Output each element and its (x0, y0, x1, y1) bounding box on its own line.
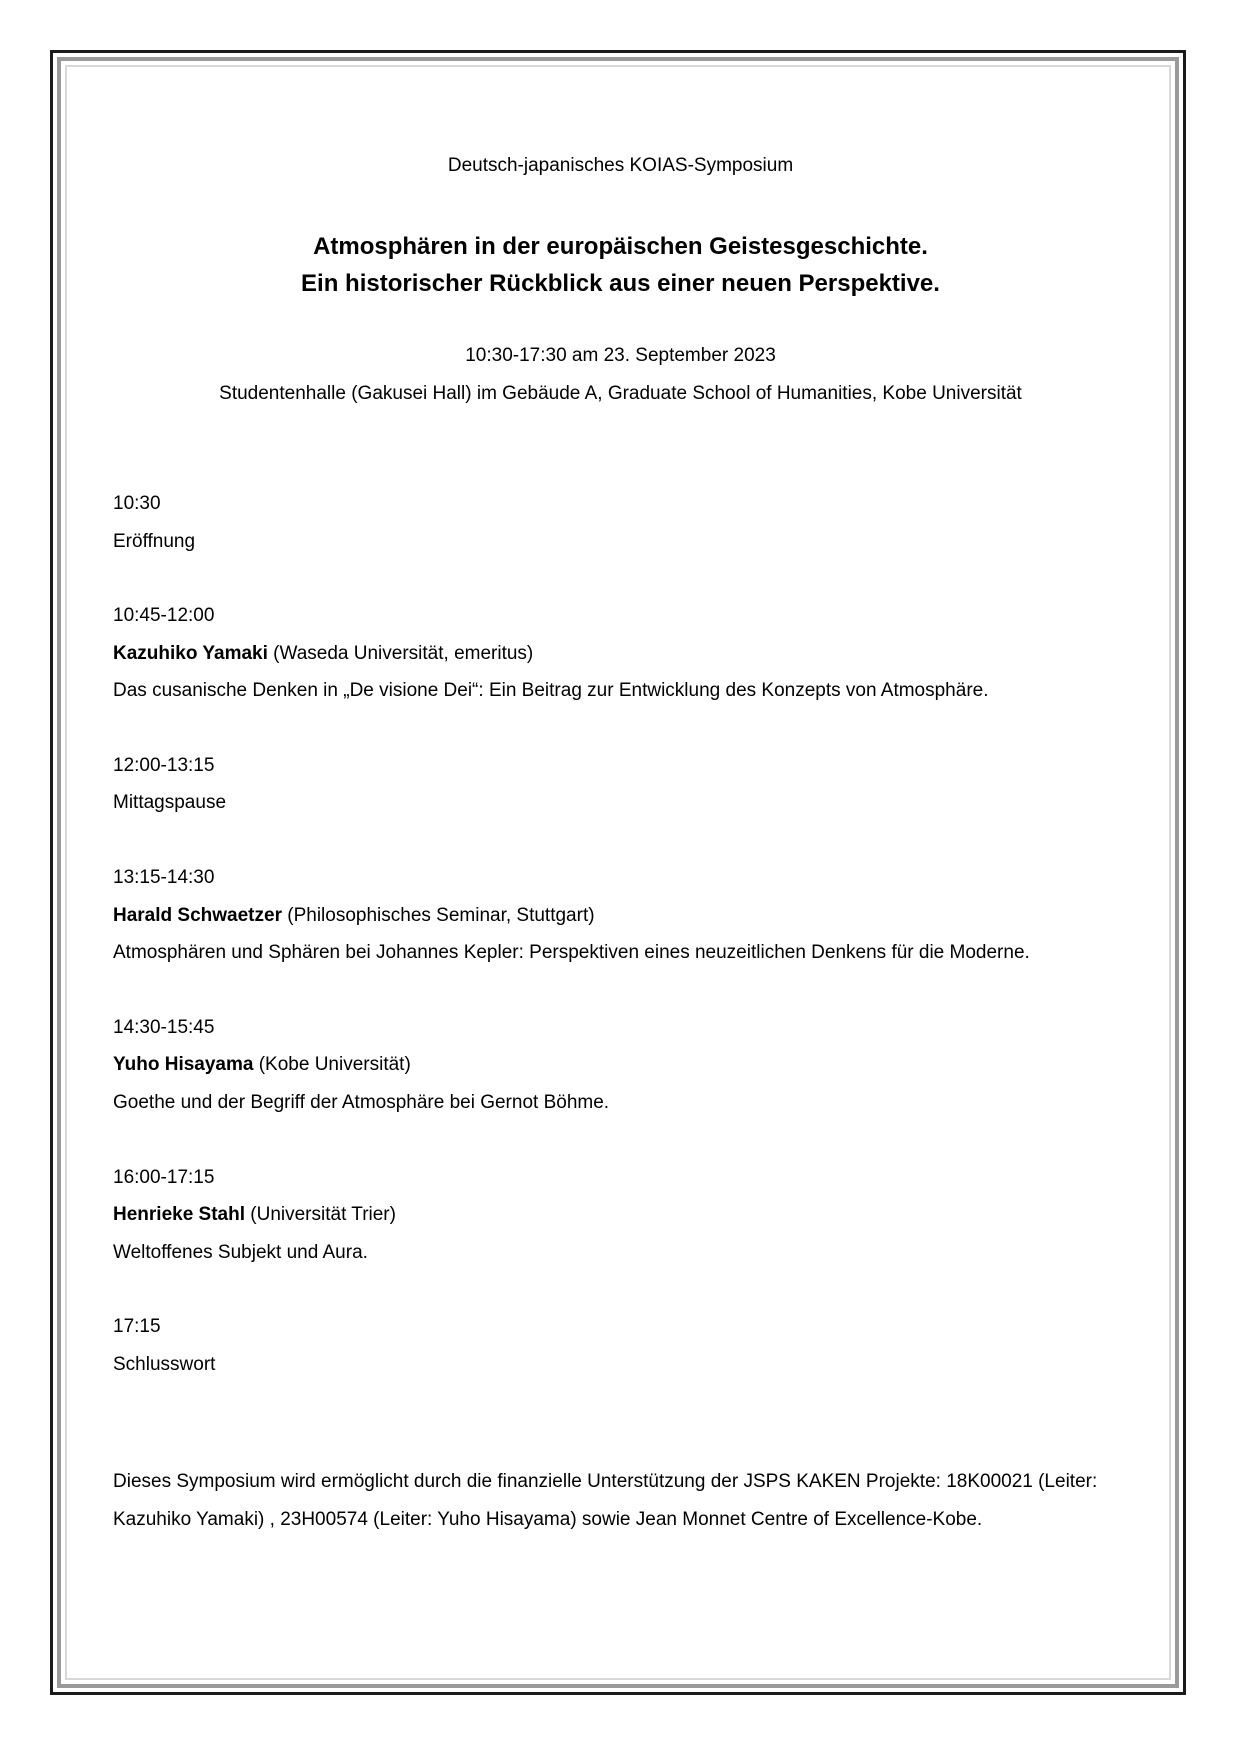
speaker-affiliation: (Universität Trier) (245, 1204, 396, 1225)
program-speaker-line-3 (113, 1054, 411, 1076)
speaker-name: Kazuhiko Yamaki (113, 643, 268, 664)
event-title (0, 228, 1241, 302)
event-subtitle: Deutsch-japanisches KOIAS-Symposium (447, 155, 794, 176)
program-time-talk-3: 14:30-15:45 (113, 1017, 215, 1038)
program-time-closing: 17:15 (113, 1316, 161, 1337)
program-time-opening: 10:30 (113, 493, 161, 514)
program-talk-title-3: Goethe und der Begriff der Atmosphäre bei Gernot Böhme. (113, 1092, 610, 1113)
speaker-affiliation: (Waseda Universität, emeritus) (267, 643, 534, 664)
program-time-talk-4: 16:00-17:15 (113, 1167, 215, 1188)
funding-note: Dieses Symposium wird ermöglicht durch die finanzielle Unterstützung der JSPS KAKEN Projekte: 18K00021 (Leiter: Kazuhiko Yamaki) , 23H00574 (Leiter: Yuho Hisayama) sowie Jean Monnet Centre of Excellence-Kobe. (113, 1471, 1098, 1530)
speaker-affiliation: (Kobe Universität) (253, 1054, 411, 1075)
program-talk-title-2: Atmosphären und Sphären bei Johannes Kepler: Perspektiven eines neuzeitlichen Denkens für die Moderne. (113, 942, 1030, 963)
speaker-name: Harald Schwaetzer (113, 905, 282, 926)
program-speaker-line-1 (113, 643, 533, 665)
event-venue: Studentenhalle (Gakusei Hall) im Gebäude A, Graduate School of Humanities, Kobe Universität (219, 383, 1022, 404)
program-time-talk-2: 13:15-14:30 (113, 867, 215, 888)
speaker-name: Henrieke Stahl (113, 1204, 245, 1225)
speaker-affiliation: (Philosophisches Seminar, Stuttgart) (281, 905, 595, 926)
program-time-talk-1: 10:45-12:00 (113, 605, 215, 626)
event-datetime: 10:30-17:30 am 23. September 2023 (465, 345, 776, 366)
program-item-opening: Eröffnung (113, 531, 196, 552)
program-talk-title-1: Das cusanische Denken in „De visione Dei“: Ein Beitrag zur Entwicklung des Konzepts von Atmosphäre. (113, 680, 989, 701)
program-speaker-line-4 (113, 1204, 396, 1226)
event-title-line-1: Atmosphären in der europäischen Geistesgeschichte. (313, 233, 928, 260)
program-speaker-line-2 (113, 905, 595, 927)
page-border-inner-light (65, 65, 1171, 1680)
program-item-lunch: Mittagspause (113, 792, 227, 813)
program-time-lunch: 12:00-13:15 (113, 755, 215, 776)
speaker-name: Yuho Hisayama (113, 1054, 254, 1075)
event-title-line-2: Ein historischer Rückblick aus einer neuen Perspektive. (301, 270, 940, 297)
program-talk-title-4: Weltoffenes Subjekt und Aura. (113, 1242, 368, 1263)
program-item-closing: Schlusswort (113, 1354, 216, 1375)
